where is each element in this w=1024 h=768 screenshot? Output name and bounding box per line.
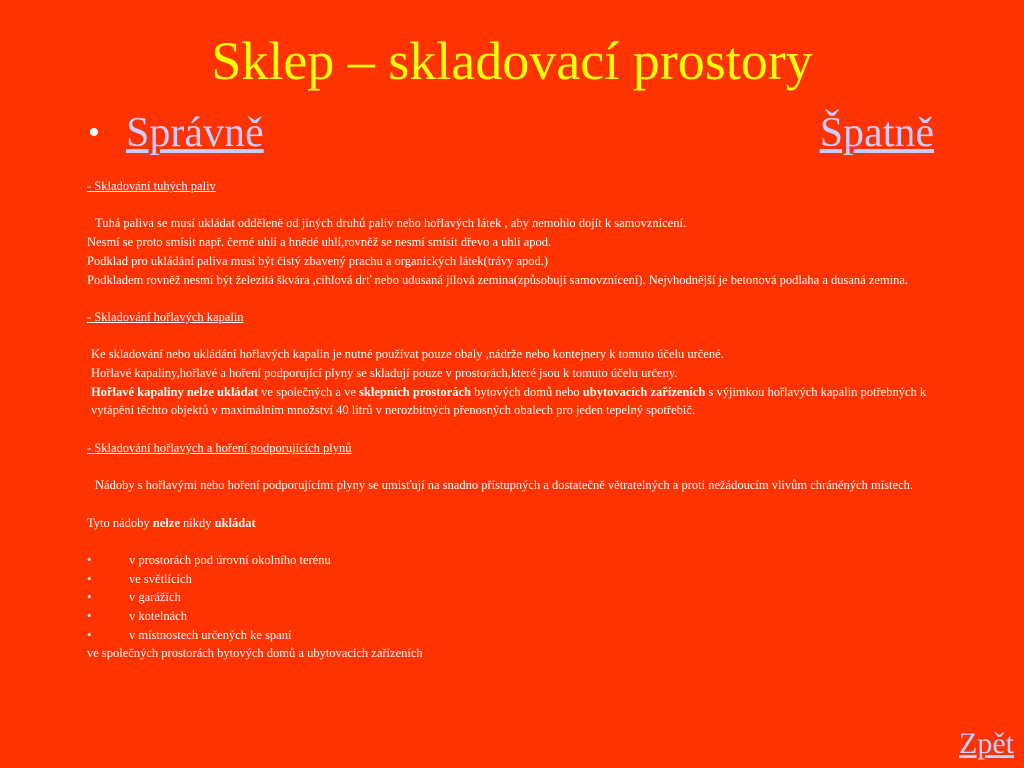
list-item-text: v kotelnách — [129, 609, 187, 624]
wrong-link[interactable]: Špatně — [819, 110, 934, 156]
list-item — [87, 588, 947, 607]
gases-never-line — [87, 514, 947, 533]
never-text-2: nikdy — [179, 515, 215, 530]
bullet-dot: • — [87, 552, 92, 567]
list-item-text: v garážích — [129, 590, 181, 605]
list-item — [87, 626, 947, 645]
bullet-dot: • — [87, 590, 92, 605]
solid-line-4: Podkladem rovněž nesmí být železitá škvára ,cihlová drť nebo udusaná jílová zemina(způsobují samovznícení). Nejvhodnější je betonová podlaha a dusaná zemina. — [87, 272, 909, 287]
never-bold-1: nelze — [152, 515, 180, 530]
section-heading-solid: - Skladování tuhých paliv — [87, 179, 216, 193]
bullet-dot: • — [87, 627, 92, 642]
solid-line-3: Podklad pro ukládání paliva musí být čistý zbavený prachu a organických látek(trávy apod.) — [87, 253, 549, 268]
nav-row — [88, 108, 938, 158]
nav-bullet: • — [88, 114, 100, 151]
list-item — [87, 607, 947, 626]
liquids-text-3: s výjimkou hořlavých kapalin potřebných k vytápění těchto objektů v maximálním množství 40 litrů v nerozbitných přenosných obalech pro jeden tepelný spotřebič. — [91, 384, 927, 418]
back-link[interactable]: Zpět — [959, 727, 1014, 760]
gases-line-1: Nádoby s hořlavými nebo hoření podporujícími plyny se umisťují na snadno přístupných a dostatečně větratelných a proti nežádoucím vlivům chráněných místech. — [95, 478, 913, 493]
liquids-text-2: bytových domů nebo — [471, 384, 583, 399]
never-text-1: Tyto nádoby — [87, 515, 153, 530]
solid-line-1: Tuhá paliva se musí ukládat odděleně od jiných druhů paliv nebo hořlavých látek , aby nemohlo dojít k samovznícení. — [95, 216, 687, 231]
list-item-text: v místnostech určených ke spaní — [129, 627, 292, 642]
bullet-dot: • — [87, 571, 92, 586]
liquids-bold-1: Hořlavé kapaliny nelze ukládat — [91, 384, 259, 399]
liquids-text-1: ve společných a ve — [258, 384, 360, 399]
liquids-line-3 — [87, 383, 947, 420]
section-heading-liquids: - Skladování hořlavých kapalin — [87, 309, 244, 324]
list-item — [87, 551, 947, 570]
liquids-bold-2: sklepních prostorách — [359, 384, 471, 399]
never-bold-2: ukládat — [214, 515, 256, 530]
list-item-text: v prostorách pod úrovní okolního terénu — [129, 552, 331, 567]
liquids-line-2: Hořlavé kapaliny,hořlavé a hoření podporující plyny se skladují pouze v prostorách,které jsou k tomuto účelu určeny. — [91, 365, 678, 380]
page-title: Sklep – skladovací prostory — [211, 31, 813, 91]
content-body — [87, 177, 947, 663]
gases-footer-line: ve společných prostorách bytových domů a ubytovacích zařízeních — [87, 646, 423, 661]
list-item-text: ve světlících — [129, 571, 192, 586]
section-heading-gases: - Skladování hořlavých a hoření podporujících plynů — [87, 440, 352, 455]
list-item — [87, 570, 947, 589]
forbidden-places-list — [87, 551, 947, 645]
solid-line-2: Nesmí se proto smísit např. černé uhlí a hnědé uhlí,rovněž se nesmí smísit dřevo a uhlí apod. — [87, 235, 552, 250]
bullet-dot: • — [87, 609, 92, 624]
liquids-line-1: Ke skladování nebo ukládání hořlavých kapalin je nutné používat pouze obaly ,nádrže nebo kontejnery k tomuto účelu určené. — [91, 347, 724, 362]
liquids-bold-3: ubytovacích zařízeních — [582, 384, 706, 399]
correct-link[interactable]: Správně — [126, 110, 264, 156]
